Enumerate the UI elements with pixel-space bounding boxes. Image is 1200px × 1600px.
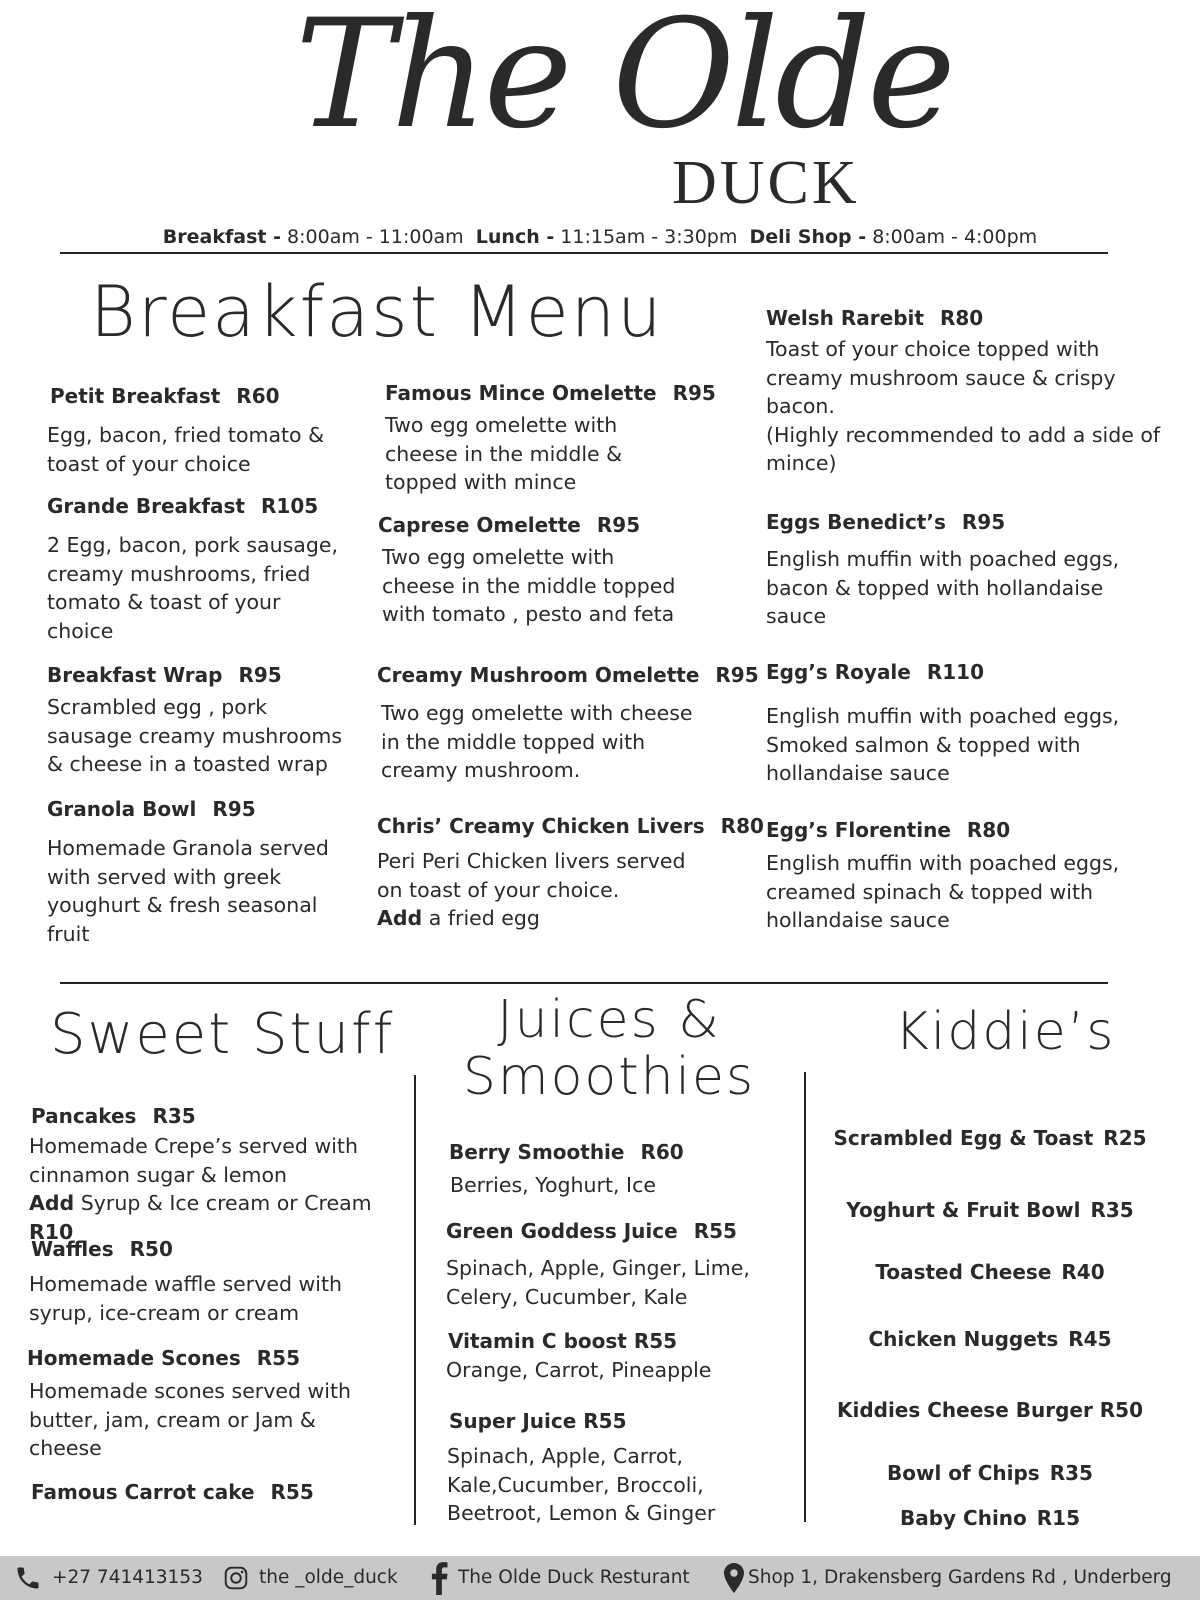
menu-item-description: Homemade Granola served with served with greek youghurt & fresh seasonal fruit [47,836,329,946]
menu-item-description: Homemade scones served with butter, jam, cream or Jam & cheese [29,1379,351,1460]
kids-menu-item: Bowl of Chips R35 [887,1461,1093,1485]
menu-item-description: 2 Egg, bacon, pork sausage, creamy mushrooms, fried tomato & toast of your choice [47,533,338,643]
kids-menu-item: Baby Chino R15 [899,1506,1081,1530]
breakfast-hours-label: Breakfast - [162,226,281,248]
column-divider [414,1075,416,1525]
menu-item-description: English muffin with poached eggs, Smoked salmon & topped with hollandaise sauce [766,704,1120,785]
menu-item-title: Pancakes R35 [31,1104,196,1128]
instagram-icon [223,1565,249,1591]
footer-phone[interactable]: +27 741413153 [14,1556,203,1600]
deli-hours: 8:00am - 4:00pm [872,226,1038,248]
menu-item-title: Petit Breakfast R60 [50,384,280,408]
logo-duck: DUCK [672,149,860,217]
menu-item-title: Grande Breakfast R105 [47,494,319,518]
menu-item-title: Granola Bowl R95 [47,797,256,821]
menu-item-description: Peri Peri Chicken livers served on toast of your choice. Add a fried egg [377,849,686,930]
menu-item-description: Spinach, Apple, Carrot, Kale,Cucumber, Broccoli, Beetroot, Lemon & Ginger [447,1444,716,1525]
kiddies-title: Kiddie’s [894,1002,1116,1062]
menu-item-title: Caprese Omelette R95 [378,513,641,537]
menu-item-description: English muffin with poached eggs, creamed spinach & topped with hollandaise sauce [766,851,1120,932]
menu-item-description: Homemade Crepe’s served with cinnamon sugar & lemon Add Syrup & Ice cream or Cream R10 [29,1134,372,1244]
deli-hours-label: Deli Shop - [749,226,867,248]
menu-item-description: Two egg omelette with cheese in the middle topped with tomato , pesto and feta [382,545,676,626]
menu-item-description: Orange, Carrot, Pineapple [446,1358,712,1382]
lunch-hours-label: Lunch - [475,226,555,248]
kids-menu-item: Scrambled Egg & Toast R25 [833,1126,1147,1150]
menu-item-title: Creamy Mushroom Omelette R95 [377,663,759,687]
opening-hours [0,226,1200,248]
menu-item-title: Waffles R50 [31,1237,173,1261]
menu-item-title: Homemade Scones R55 [27,1346,301,1370]
kids-menu-item: Toasted Cheese R40 [875,1260,1105,1284]
facebook-icon [430,1561,448,1595]
menu-item-description: Toast of your choice topped with creamy mushroom sauce & crispy bacon. (Highly recommended to add a side of mince) [766,337,1161,475]
menu-item-description: Berries, Yoghurt, Ice [450,1173,656,1197]
footer-instagram[interactable]: the _olde_duck [223,1556,398,1600]
juices-smoothies-title: Juices & Smoothies [462,990,756,1108]
middle-divider [60,982,1108,984]
menu-item-title: Chris’ Creamy Chicken Livers R80 [377,814,764,838]
menu-item-title: Famous Mince Omelette R95 [385,381,716,405]
breakfast-hours: 8:00am - 11:00am [287,226,464,248]
logo-script: The Olde [295,0,952,162]
top-divider [60,252,1108,254]
menu-item-title: Green Goddess Juice R55 [446,1219,737,1243]
kids-menu-item: Yoghurt & Fruit Bowl R35 [846,1198,1134,1222]
sweet-stuff-title: Sweet Stuff [50,1002,395,1067]
location-pin-icon [724,1563,744,1593]
breakfast-menu-title: Breakfast Menu [90,271,664,353]
menu-item-description: Homemade waffle served with syrup, ice-cream or cream [29,1272,342,1325]
menu-item-title: Egg’s Royale R110 [766,660,985,684]
footer-address[interactable]: Shop 1, Drakensberg Gardens Rd , Underberg [724,1556,1172,1600]
menu-item-title: Welsh Rarebit R80 [766,306,984,330]
menu-item-title: Breakfast Wrap R95 [47,663,282,687]
footer-bar [0,1556,1200,1600]
menu-item-description: Two egg omelette with cheese in the middle topped with creamy mushroom. [381,701,693,782]
menu-item-title: Eggs Benedict’s R95 [766,510,1006,534]
menu-item-description: Two egg omelette with cheese in the middle & topped with mince [385,413,623,494]
footer-facebook[interactable]: The Olde Duck Resturant [430,1556,690,1600]
lunch-hours: 11:15am - 3:30pm [560,226,738,248]
menu-item-title: Berry Smoothie R60 [449,1140,684,1164]
phone-icon [14,1564,42,1592]
kids-menu-item: Kiddies Cheese Burger R50 [836,1398,1144,1422]
menu-item-title: Egg’s Florentine R80 [766,818,1011,842]
menu-item-description: English muffin with poached eggs, bacon & topped with hollandaise sauce [766,547,1120,628]
menu-item-title: Famous Carrot cake R55 [31,1480,314,1504]
menu-item-description: Scrambled egg , pork sausage creamy mushrooms & cheese in a toasted wrap [47,695,343,776]
kids-menu-item: Chicken Nuggets R45 [868,1327,1112,1351]
menu-item-description: Spinach, Apple, Ginger, Lime, Celery, Cucumber, Kale [446,1256,750,1309]
menu-item-title: Super Juice R55 [449,1409,627,1433]
menu-item-description: Egg, bacon, fried tomato & toast of your choice [47,423,325,476]
menu-item-title: Vitamin C boost R55 [448,1329,678,1353]
